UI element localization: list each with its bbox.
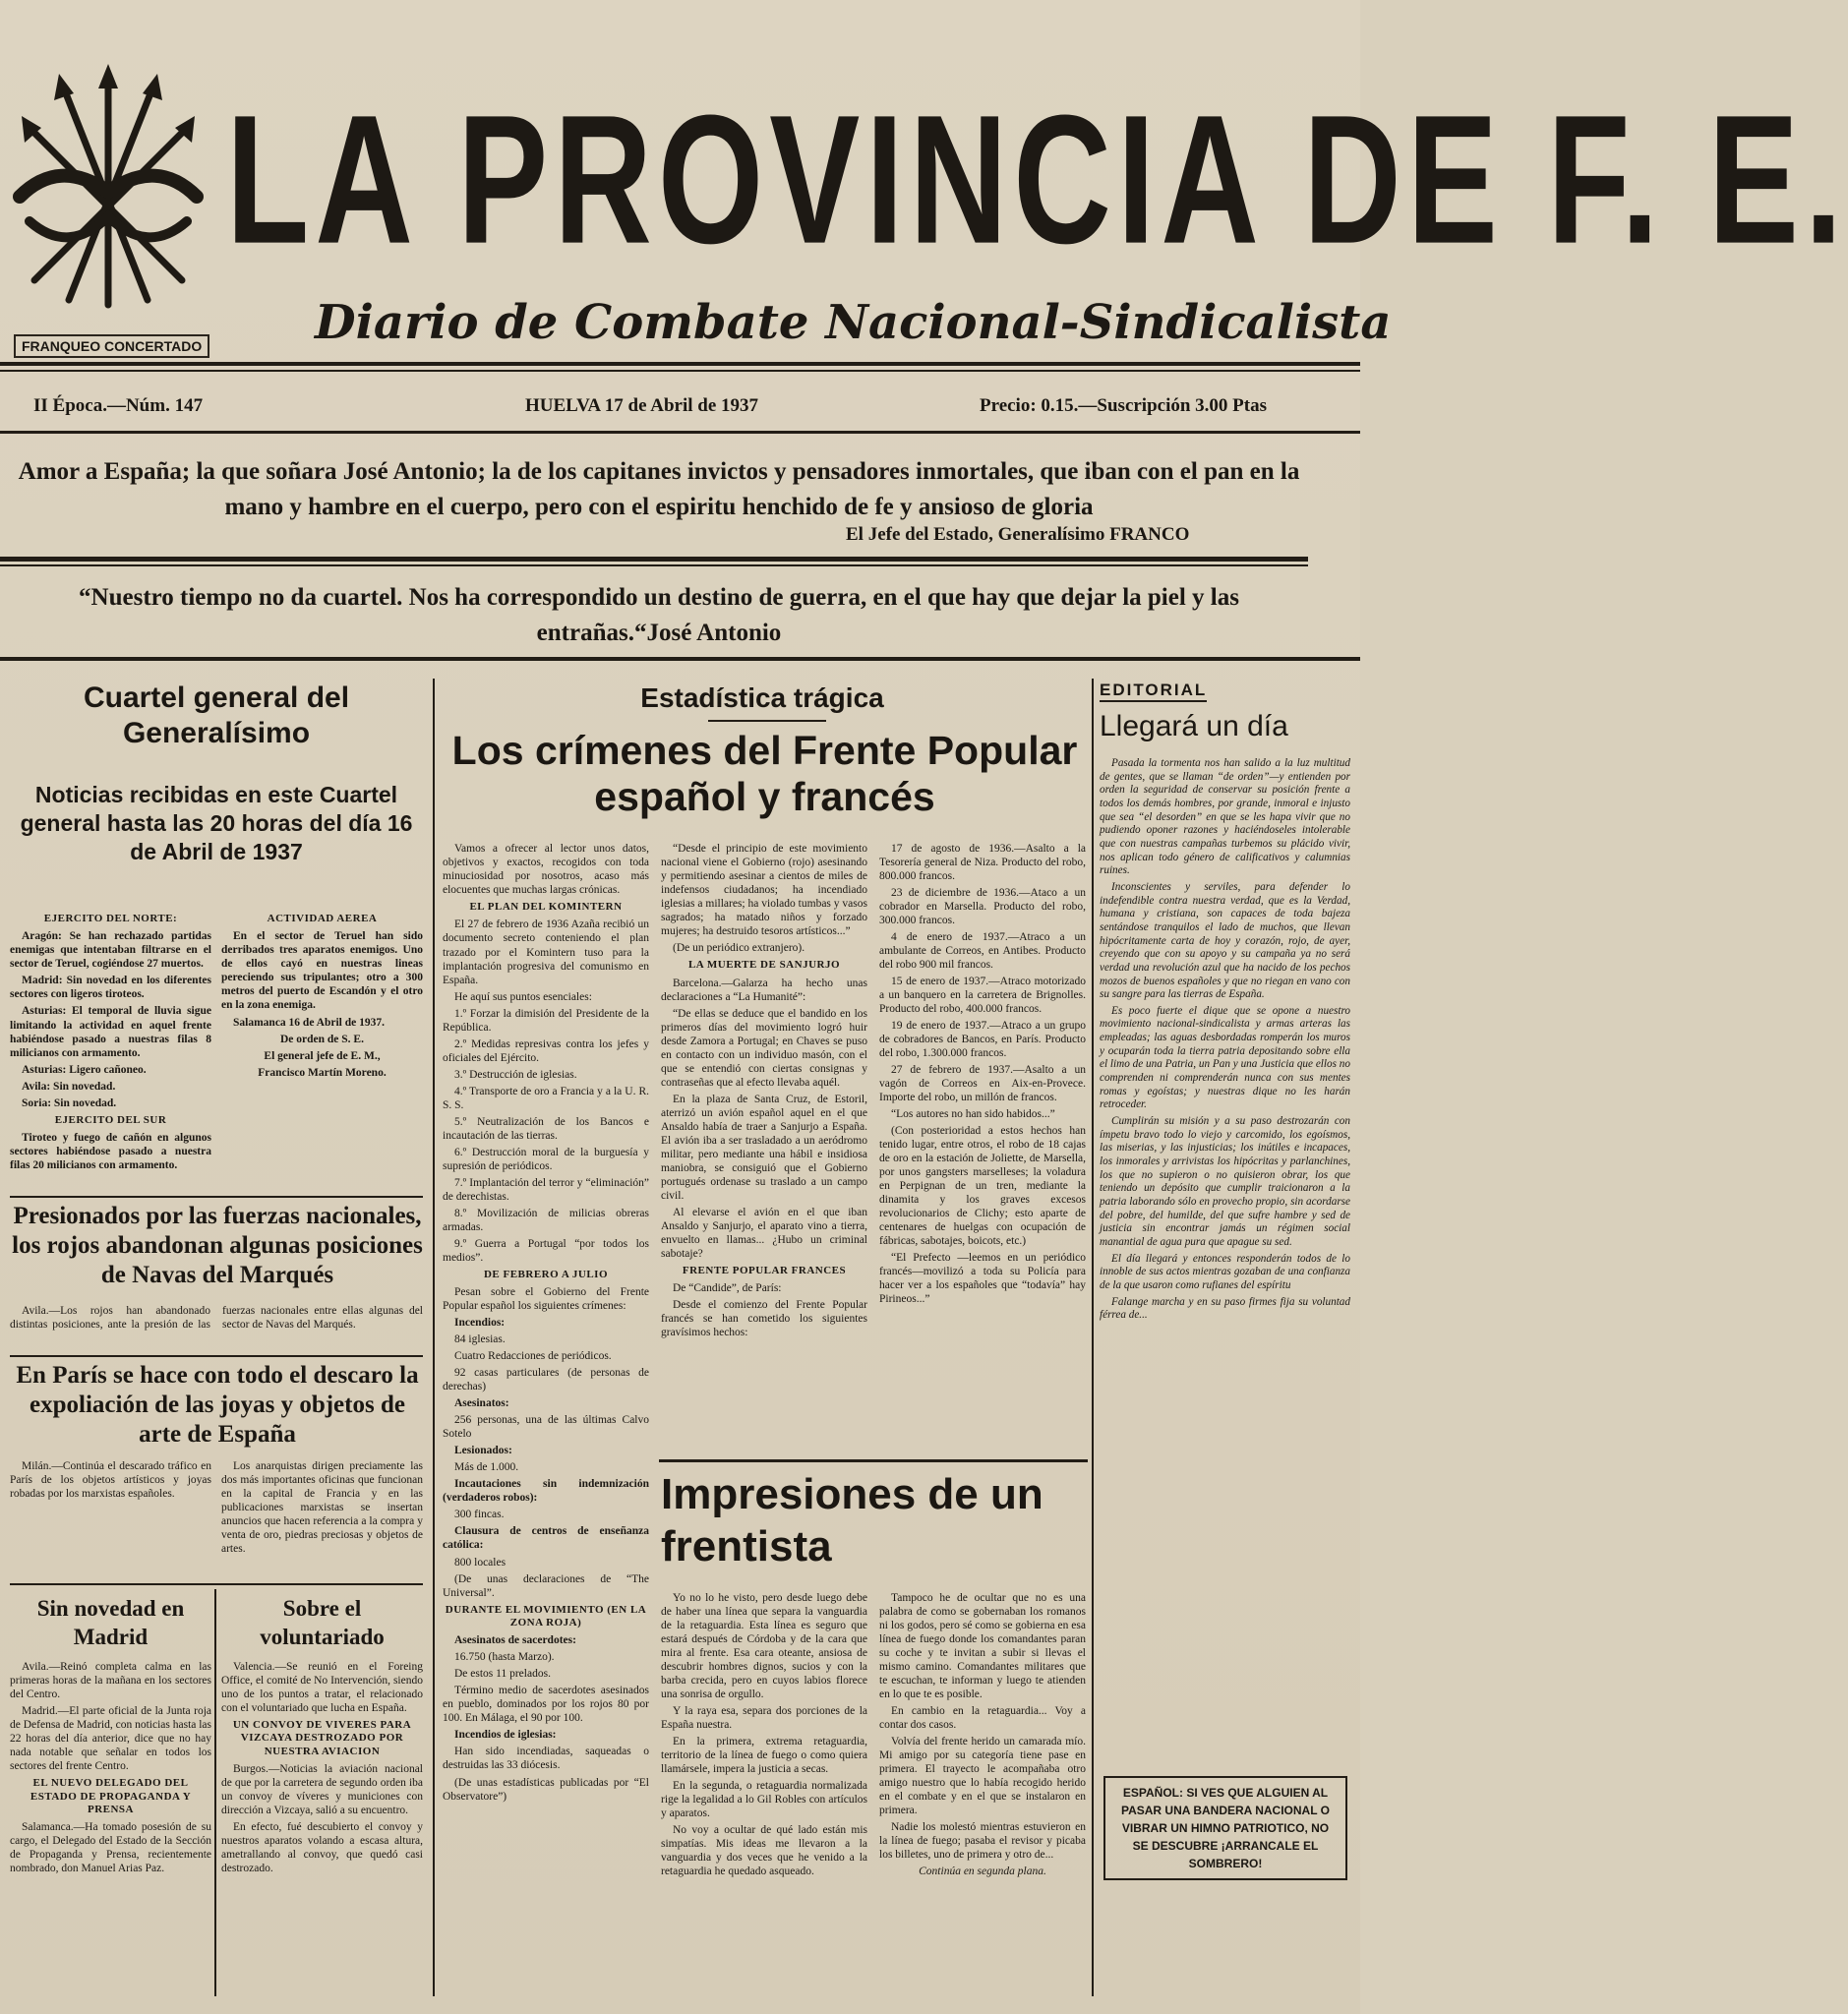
section-label: ACTIVIDAD AEREA [267, 913, 378, 924]
editorial-label: EDITORIAL [1100, 681, 1207, 702]
dispatch-text: Asturias: Ligero cañoneo. [22, 1063, 147, 1076]
rule [659, 1459, 1088, 1462]
list-item: (De unas declaraciones de “The Universal”. [443, 1572, 649, 1599]
article-paragraph: Valencia.—Se reunió en el Foreing Office, el comité de No Intervención, siendo uno de los puntos a tratar, el relacionado con el voluntariado que lucha en España. [221, 1661, 423, 1715]
article-paragraph: Burgos.—Noticias la aviación nacional de que por la carretera de segundo orden iba un convoy de víveres y municiones con dirección a Vizcaya, salió a su encuentro. [221, 1763, 423, 1817]
article-paragraph: Salamanca.—Ha tomado posesión de su cargo, el Delegado del Estado de la Sección de Propaganda y Prensa, recientemente nombrado, don Manuel Arias Paz. [10, 1821, 211, 1875]
section-label: FRENTE POPULAR FRANCES [682, 1264, 847, 1276]
article-paragraph: He aquí sus puntos esenciales: [454, 990, 592, 1003]
edition-number: II Época.—Núm. 147 [33, 395, 204, 416]
list-item: 256 personas, una de las últimas Calvo Sotelo [443, 1414, 649, 1441]
article-paragraph: En la segunda, o retaguardia normalizada rige la legalidad a lo Gil Robles con artículos y aparatos. [661, 1780, 867, 1820]
list-item: 8.º Movilización de milicias obreras armadas. [443, 1207, 649, 1233]
estadistica-kicker: Estadística trágica [640, 682, 884, 713]
article-paragraph: 4 de enero de 1937.—Atraco a un ambulante de Correos, en Antibes. Producto del robo 900 mil francos. [879, 931, 1086, 972]
dispatch-text: Tiroteo y fuego de cañón en algunos sectores habiéndose pasado a nuestra filas 20 milicianos con armamento. [10, 1132, 211, 1172]
article-paragraph: No voy a ocultar de qué lado están mis simpatías. Mis ideas me llevaron a la vanguardia y dos veces que he venido a la retaguardia he quedado asqueado. [661, 1824, 867, 1878]
list-item: 300 fincas. [454, 1509, 505, 1521]
frentista-col-1 [661, 1591, 867, 1994]
article-paragraph: Yo no lo he visto, pero desde luego debe de haber una línea que separa la vanguardia de la retaguardia. Esta línea es seguro que estará después de Córdoba y de la cara que mira al frente. Esa cara oteante, ansiosa de descubrir hombres dignos, sucios y con la barba crecida, pero en cuyos labios florece una sonrisa de orgullo. [661, 1592, 867, 1701]
article-paragraph: “De ellas se deduce que el bandido en los primeros días del movimiento logró huir desde Zamora a Portugal; en Chaves se puso en contacto con un individuo masón, con el que se entendió con ciertas consignas y contraseñas que al efecto llevaba aquél. [661, 1007, 867, 1089]
article-paragraph: El día llegará y entonces responderán todos de lo innoble de sus actos mientras gozaban de una confianza de la que usaron como rufianes del espíritu [1100, 1252, 1350, 1291]
rule [0, 557, 1308, 562]
cuartel-col-2 [221, 909, 423, 1188]
article-paragraph: Desde el comienzo del Frente Popular francés se han cometido los siguientes gravísimos hechos: [661, 1299, 867, 1339]
frentista-title-text: Impresiones de un frentista [661, 1470, 1043, 1570]
column-divider [433, 679, 435, 1996]
rule [0, 362, 1360, 366]
dispatch-text: Madrid: Sin novedad en los diferentes sectores con ligeros tiroteos. [10, 975, 211, 1001]
navas-text [10, 1304, 423, 1347]
section-label: LA MUERTE DE SANJURJO [687, 959, 841, 972]
article-paragraph: Pasada la tormenta nos han salido a la luz multitud de gentes, que se llaman “de orden”—y entienden por orden la seguridad de conservar su posición frente a todos los demás hombres, por grande, inmoral e injusto que sea “el desorden” en que se les hapa vivir que no pudiendo oponer razones y haciéndoseles intolerable que con nuestras campañas turbemos su plácido vivir, nos aplican todo género de calificativos y calumnias ruines. [1100, 757, 1350, 877]
list-item: 16.750 (hasta Marzo). [454, 1651, 555, 1664]
masthead [226, 78, 1848, 295]
article-paragraph: Vamos a ofrecer al lector unos datos, objetivos y exactos, recogidos con toda minuciosidad por nosotros, acaso más elocuentes que muchas largas crónicas. [443, 843, 649, 897]
article-paragraph: El 27 de febrero de 1936 Azaña recibió un documento secreto conteniendo el plan trazado por el Komintern tuso para la implantación progresiva del comunismo en España. [443, 918, 649, 986]
rule [0, 564, 1308, 566]
list-heading: Incendios: [454, 1317, 506, 1330]
article-paragraph: Barcelona.—Galarza ha hecho unas declaraciones a “La Humanité”: [661, 977, 867, 1003]
article-paragraph: Pesan sobre el Gobierno del Frente Popular español los siguientes crímenes: [443, 1286, 649, 1313]
list-heading: Lesionados: [454, 1445, 512, 1457]
dispatch-text: Aragón: Se han rechazado partidas enemigas que intentaban filtrarse en el sector de Teruel, cogiéndose 27 muertos. [10, 930, 211, 971]
list-item: 7.º Implantación del terror y “eliminación” de derechistas. [443, 1176, 649, 1203]
estadistica-col-2 [661, 842, 867, 1446]
article-paragraph: Y la raya esa, separa dos porciones de la España nuestra. [661, 1705, 867, 1732]
dispatch-text: De orden de S. E. [280, 1033, 364, 1045]
column-divider [1092, 679, 1094, 1996]
cuartel-title: Cuartel general del Generalísimo [83, 681, 350, 749]
article-paragraph: “Desde el principio de este movimiento nacional viene el Gobierno (rojo) asesinando y permitiendo asesinar a cientos de miles de indefensos ciudadanos; ha incendiado iglesias a millares; ha violado tumbas y vasos sagrados; ha matado niños y forzado mujeres; ha destruido tesoros artísticos...” [661, 843, 867, 938]
estadistica-col-3 [879, 842, 1086, 1446]
continue-note: Continúa en segunda plana. [919, 1866, 1046, 1878]
rule [10, 1355, 423, 1357]
dispatch-text: Avila: Sin novedad. [22, 1080, 116, 1093]
list-item: 5.º Neutralización de los Bancos e incautación de las tierras. [443, 1115, 649, 1142]
notice-box: ESPAÑOL: SI VES QUE ALGUIEN AL PASAR UNA BANDERA NACIONAL O VIBRAR UN HIMNO PATRIOTICO, NO SE DESCUBRE ¡ARRANCALE EL SOMBRERO! [1103, 1776, 1347, 1880]
article-paragraph: Avila.—Los rojos han abandonado distintas posiciones, ante la presión de las fuerzas nacionales entre ellas algunas del sector de Navas del Marqués. [10, 1305, 423, 1332]
list-item: 92 casas particulares (de personas de derechas) [443, 1367, 649, 1393]
section-label: UN CONVOY DE VIVERES PARA VIZCAYA DESTROZADO POR NUESTRA AVIACION [232, 1719, 412, 1757]
list-item: 6.º Destrucción moral de la burguesía y supresión de periódicos. [443, 1146, 649, 1172]
article-paragraph: 23 de diciembre de 1936.—Ataco a un cobrador en Marsella. Producto del robo, 300.000 francos. [879, 887, 1086, 927]
article-paragraph: Cumplirán su misión y a su paso destrozarán con ímpetu bravo todo lo viejo y carcomido, los egoísmos, las miserias, y las injusticias; los inútiles e incapaces, los inmorales y arrivistas los hipócritas y parlanchines, los que no supieron o no quisieron obrar, los que teniendo un depósito que cumplir traicionaron a la patria laborando sólo en provecho propio, sin acordarse del pobre, del humilde, del que sufre hambre y sed de justicia sin encontrar jamás un régimen social manantial de agua pura que apague su sed. [1100, 1115, 1350, 1248]
list-item: 9.º Guerra a Portugal “por todos los medios”. [443, 1237, 649, 1264]
dispatch-text: Salamanca 16 de Abril de 1937. [233, 1016, 385, 1029]
editorial-title: Llegará un día [1100, 710, 1288, 742]
section-label: EL NUEVO DELEGADO DEL ESTADO DE PROPAGANDA Y PRENSA [30, 1777, 192, 1815]
rule [0, 370, 1360, 372]
section-label: EJERCITO DEL SUR [54, 1113, 167, 1126]
article-paragraph: Tampoco he de ocultar que no es una palabra de como se gobernaban los romanos ni los godos, pero sé como se gobierna en esa línea de fuego donde los comandantes paran su coche y te invitan a subir si llevas el mismo camino. Comandantes militares que te escuchan, te informan y luego te atienden en lo que te es posible. [879, 1592, 1086, 1701]
section-label: EJERCITO DEL NORTE: [43, 913, 178, 924]
list-item: 800 locales [454, 1556, 507, 1569]
section-label: EL PLAN DEL KOMINTERN [469, 901, 623, 914]
article-paragraph: En la primera, extrema retaguardia, territorio de la línea de fuego o como quiera llamársele, impera la justicia a secas. [661, 1736, 867, 1776]
article-paragraph: 17 de agosto de 1936.—Asalto a la Tesorería general de Niza. Producto del robo, 800.000 francos. [879, 843, 1086, 883]
article-paragraph: En la plaza de Santa Cruz, de Estoril, aterrizó un avión español aquel en el que Ansaldo había de traer a Sanjurjo a España. El avión iba a ser trasladado a un aeródromo militar, pero mediante una hábil e insidiosa maniobra, se consiguió que el Gobierno portugués ordenase su traslado a un campo civil. [661, 1093, 867, 1202]
section-label: DE FEBRERO A JULIO [483, 1268, 609, 1280]
place-date: HUELVA 17 de Abril de 1937 [525, 395, 759, 416]
list-item: 3.º Destrucción de iglesias. [454, 1068, 577, 1081]
voluntariado-title: Sobre el voluntariado [260, 1596, 385, 1649]
article-paragraph: Avila.—Reinó completa calma en las primeras horas de la mañana en los sectores del Centro. [10, 1661, 211, 1701]
list-item: De estos 11 prelados. [454, 1668, 551, 1681]
article-paragraph: Es poco fuerte el dique que se opone a nuestro movimiento nacional-sindicalista y armas arteras las empleadas; las aguas desbordadas romperán los muros y ocuparán toda la tierra patria depositando sobre ella el limo de una Patria, un Pan y una Justicia que ellos no comprenden ni comprenderán nunca con sus mentes romas y egoístas; y nuestras dique no les harán retroceder. [1100, 1004, 1350, 1111]
dispatch-text: Soria: Sin novedad. [22, 1096, 117, 1109]
list-item: 4.º Transporte de oro a Francia y a la U. R. S. S. [443, 1085, 649, 1111]
yoke-and-arrows-emblem [10, 59, 207, 334]
list-item: (De unas estadísticas publicadas por “El Observatore”) [443, 1776, 649, 1803]
editorial-text [1100, 757, 1350, 1770]
rule [0, 431, 1360, 434]
article-paragraph: (Con posterioridad a estos hechos han tenido lugar, entre otros, el robo de 18 cajas de oro en la estación de Joliette, de Marsella, por unos gangsters marselleses; la voladura en Perpignan de un tren, mediante la dinamita y los graves excesos revolucionarios de Clichy; esto aparte de centenares de huelgas con ocupación de fábricas, sabotajes, boicots, etc.) [879, 1125, 1086, 1248]
paris-title: En París se hace con todo el descaro la expoliación de las joyas y objetos de arte de España [16, 1362, 419, 1448]
frentista-col-2 [879, 1591, 1086, 1994]
dispatch-text: El general jefe de E. M., [264, 1049, 381, 1062]
frentista-title [661, 1469, 1088, 1573]
franqueo-stamp: FRANQUEO CONCERTADO [14, 334, 209, 358]
cuartel-subtitle: Noticias recibidas en este Cuartel general hasta las 20 horas del día 16 de Abril de 1937 [20, 782, 413, 864]
article-paragraph: 15 de enero de 1937.—Atraco motorizado a un banquero en la carretera de Brignolles. Producto del robo, 400.000 francos. [879, 976, 1086, 1016]
list-item: 84 iglesias. [454, 1333, 506, 1346]
rule [10, 1196, 423, 1198]
list-item: 1.º Forzar la dimisión del Presidente de la República. [443, 1007, 649, 1034]
rule [708, 720, 826, 722]
list-heading: Asesinatos de sacerdotes: [454, 1634, 576, 1647]
dispatch-text: Asturias: El temporal de lluvia sigue limitando la actividad en aquel frente habiéndose pasado a nuestras filas 8 milicianos con armamento. [10, 1005, 211, 1059]
newspaper-title: LA PROVINCIA DE F. E. [226, 78, 1848, 283]
article-paragraph: En efecto, fué descubierto el convoy y nuestros aparatos volando a escasa altura, ametrallando al convoy, que quedó casi destrozado. [221, 1821, 423, 1875]
newspaper-subtitle: Diario de Combate Nacional-Sindicalista [315, 295, 1392, 350]
article-paragraph: En cambio en la retaguardia... Voy a contar dos casos. [879, 1705, 1086, 1732]
list-heading: Clausura de centros de enseñanza católica: [443, 1525, 649, 1552]
jose-antonio-quote: “Nuestro tiempo no da cuartel. Nos ha correspondido un destino de guerra, en el que hay que dejar la piel y las entrañas.“José Antonio [79, 584, 1239, 647]
list-heading: Incendios de iglesias: [454, 1729, 557, 1742]
article-paragraph: Al elevarse el avión en el que iban Ansaldo y Sanjurjo, el aparato vino a tierra, envuelto en llamas... ¿Hubo un criminal sabotaje? [661, 1206, 867, 1260]
column-divider [214, 1589, 216, 1996]
article-paragraph: (De un periódico extranjero). [673, 942, 805, 955]
rule [10, 1583, 423, 1585]
paris-col-2 [221, 1459, 423, 1554]
dispatch-signature: Francisco Martín Moreno. [258, 1066, 387, 1079]
article-paragraph: “El Prefecto —leemos en un periódico francés—movilizó a toda su Policía para hacer ver a los españoles que “todavía” hay Pirineos...” [879, 1252, 1086, 1306]
list-item: Han sido incendiadas, saqueadas o destruidas las 33 diócesis. [443, 1746, 649, 1772]
voluntariado-text [221, 1660, 423, 1994]
sin-novedad-text [10, 1660, 211, 1994]
list-item: Más de 1.000. [454, 1461, 519, 1474]
list-heading: Incautaciones sin indemnización (verdaderos robos): [443, 1478, 649, 1505]
franco-quote-author: El Jefe del Estado, Generalísimo FRANCO [846, 524, 1190, 545]
sin-novedad-title: Sin novedad en Madrid [36, 1596, 185, 1649]
article-paragraph: Volvía del frente herido un camarada mío. Mi amigo por su categoría tiene pase en primera. El trayecto le acompañaba otro amigo nuestro que lo había recogido herido en el combate y en el que se instalaron en primera. [879, 1736, 1086, 1817]
article-paragraph: Nadie los molestó mientras estuvieron en la línea de fuego; pasaba el revisor y picaba los billetes, uno de primera y otro de... [879, 1821, 1086, 1862]
article-paragraph: 19 de enero de 1937.—Atraco a un grupo de cobradores de Bancos, en París. Producto del robo, 1.300.000 francos. [879, 1020, 1086, 1060]
navas-title: Presionados por las fuerzas nacionales, los rojos abandonan algunas posiciones de Navas del Marqués [12, 1203, 423, 1288]
dispatch-text: En el sector de Teruel han sido derribados tres aparatos enemigos. Uno de ellos cayó en nuestras lineas pereciendo sus tripulantes; otro a 300 metros del puerto de Escandón y el otro en la zona enemiga. [221, 930, 423, 1012]
article-paragraph: De “Candide”, de París: [673, 1282, 782, 1295]
list-item: Término medio de sacerdotes asesinados en pueblo, dominados por los rojos 80 por 100. En Málaga, el 90 por 100. [443, 1685, 649, 1725]
estadistica-title: Los crímenes del Frente Popular español y francés [451, 728, 1078, 820]
article-paragraph: Milán.—Continúa el descarado tráfico en París de los objetos artísticos y joyas robadas por los marxistas españoles. [10, 1460, 211, 1501]
cuartel-col-1 [10, 909, 211, 1188]
section-label: DURANTE EL MOVIMIENTO (EN LA ZONA ROJA) [445, 1603, 647, 1629]
list-heading: Asesinatos: [454, 1397, 509, 1410]
estadistica-col-1 [443, 842, 649, 1803]
franco-quote: Amor a España; la que soñara José Antonio; la de los capitanes invictos y pensadores inmortales, que iban con el pan en la mano y hambre en el cuerpo, pero con el espiritu henchido de fe y ansioso de gloria [18, 458, 1300, 521]
list-item: 2.º Medidas represivas contra los jefes y oficiales del Ejército. [443, 1037, 649, 1064]
article-paragraph: Madrid.—El parte oficial de la Junta roja de Defensa de Madrid, con noticias hasta las 22 horas del día anterior, dice que no hay nada notable que señalar en todos los sectores del frente Centro. [10, 1705, 212, 1773]
article-paragraph: “Los autores no han sido habidos...” [891, 1108, 1055, 1121]
article-paragraph: 27 de febrero de 1937.—Asalto a un vagón de Correos en Aix-en-Provece. Importe del robo, un millón de francos. [879, 1064, 1086, 1104]
paris-col-1 [10, 1459, 211, 1554]
article-paragraph: Inconscientes y serviles, para defender lo indefendible contra nuestra verdad, que es la Verdad, humana y cristiana, son capaces de toda bajeza sentándose tranquilos el lado de muchos, que llevan hipócritamente carta de hoy y corazón, rojo, de ayer, creyendo que con su apoyo y su campaña ya no será verdad una revolución azul que ha nacido de los pechos mozos de buenos españoles y que no riegan en vano con su sangre para las tierras de España. [1100, 880, 1350, 1001]
list-item: Cuatro Redacciones de periódicos. [454, 1350, 612, 1363]
price: Precio: 0.15.—Suscripción 3.00 Ptas [980, 395, 1268, 416]
rule [0, 657, 1360, 661]
article-paragraph: Los anarquistas dirigen preciamente las dos más importantes oficinas que funcionan en la capital de Francia y en las publicaciones marxistas se insertan anuncios que hacen referencia a la compra y venta de oro, piedras preciosas y objetos de artes. [221, 1460, 423, 1556]
article-paragraph: Falange marcha y en su paso firmes fija su voluntad férrea de... [1100, 1295, 1350, 1322]
